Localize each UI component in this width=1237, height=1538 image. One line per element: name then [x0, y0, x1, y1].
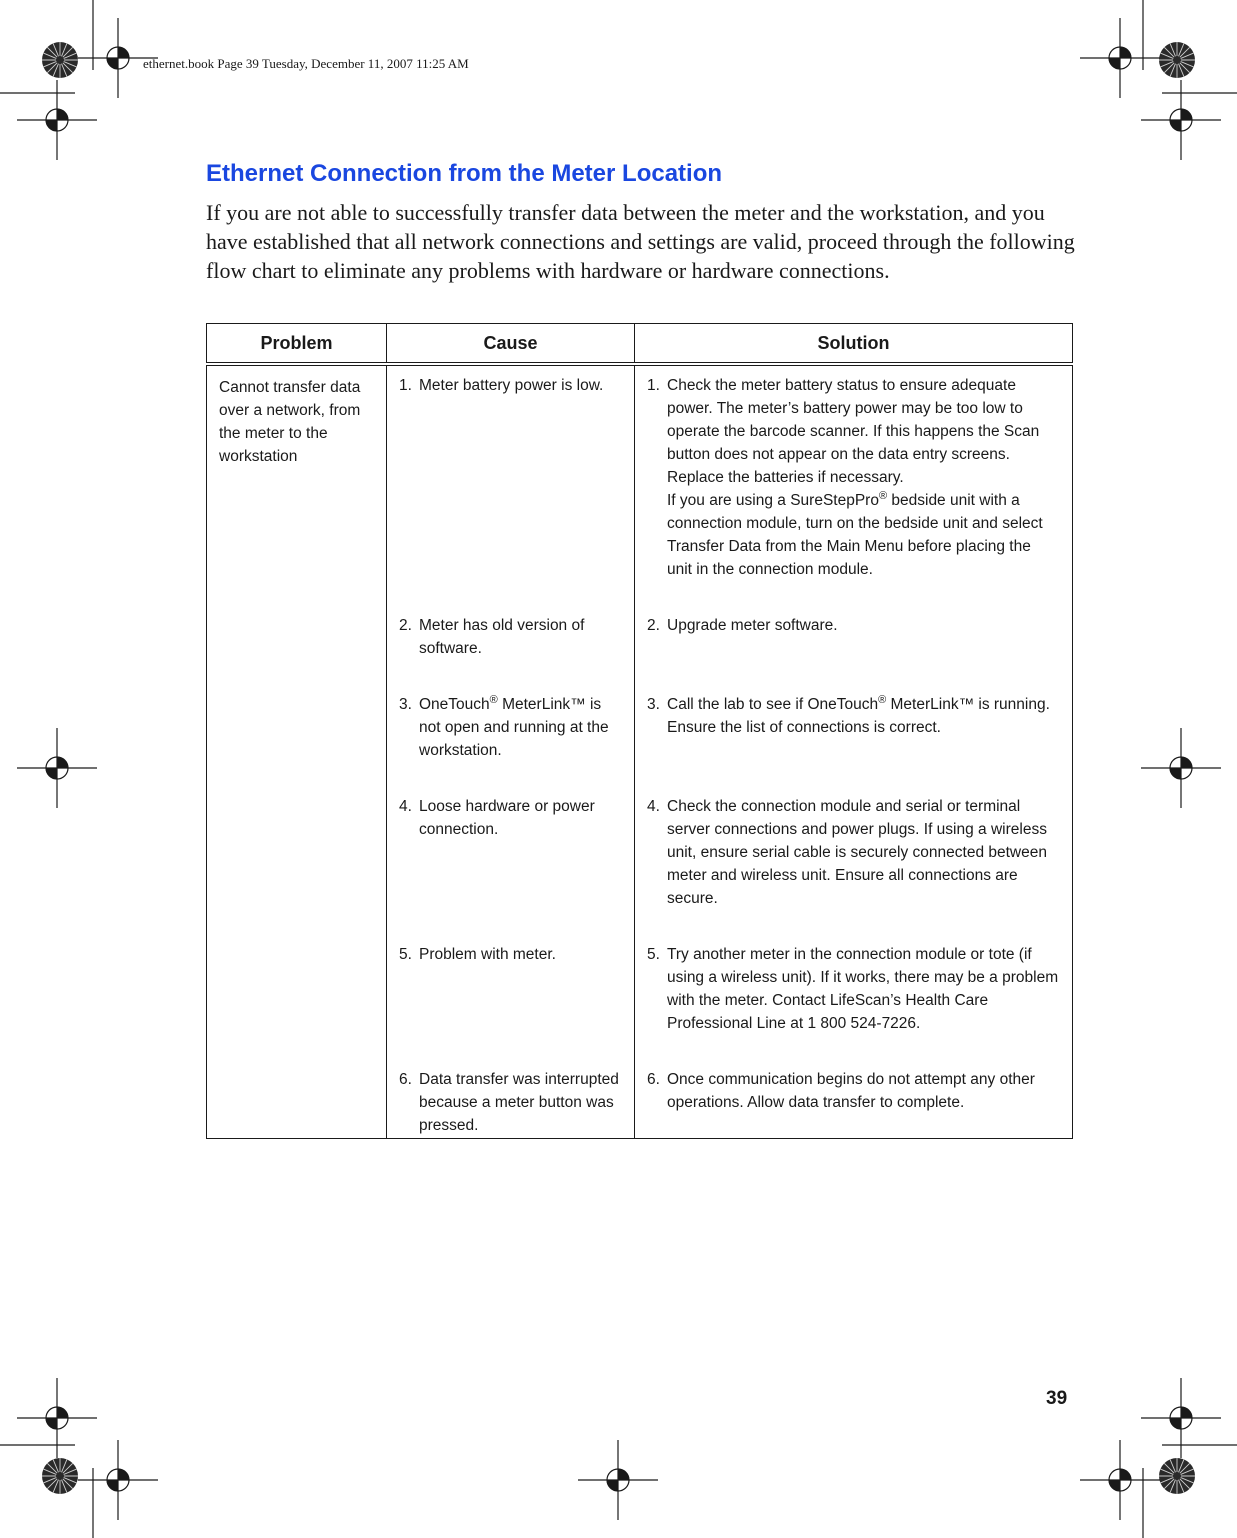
- solution-text-part: Call the lab to see if OneTouch: [667, 696, 879, 713]
- cause-text: Meter battery power is low.: [419, 377, 604, 394]
- cause-item: [399, 374, 622, 614]
- solution-text: Once communication begins do not attempt any other operations. Allow data transfer to complete.: [667, 1071, 1035, 1111]
- cause-text: Problem with meter.: [419, 946, 556, 963]
- page-number: 39: [1046, 1388, 1068, 1409]
- solution-item: [647, 614, 1060, 693]
- cause-text-part: MeterLink™ is not open and running at the workstation.: [419, 696, 609, 759]
- cause-text: Data transfer was interrupted because a meter button was pressed.: [419, 1071, 619, 1134]
- cause-text: Meter has old version of software.: [419, 617, 585, 657]
- solution-text-part: bedside unit with a connection module, turn on the bedside unit and select Transfer Data from the Main Menu before placing the unit in the connection module.: [667, 492, 1043, 578]
- solution-number: 3.: [647, 696, 660, 713]
- solution-text-part: Check the meter battery status to ensure adequate power. The meter’s battery power may be too low to operate the barcode scanner. If this happens the Scan button does not appear on the data entry screens. Replace the batteries if necessary.: [667, 377, 1040, 486]
- cause-text-part: OneTouch: [419, 696, 490, 713]
- solution-number: 4.: [647, 798, 660, 815]
- cause-item: [399, 693, 622, 795]
- troubleshooting-table: [206, 323, 1073, 1139]
- cause-item: [399, 1068, 622, 1137]
- section-heading: Ethernet Connection from the Meter Location: [206, 160, 723, 187]
- cause-number: 1.: [399, 377, 412, 394]
- solution-number: 1.: [647, 377, 660, 394]
- cause-item: [399, 614, 622, 693]
- cause-number: 5.: [399, 946, 412, 963]
- header-problem: Problem: [207, 324, 387, 365]
- cause-item: [399, 795, 622, 943]
- print-slug: ethernet.book Page 39 Tuesday, December 11, 2007 11:25 AM: [143, 56, 469, 71]
- solution-text: Try another meter in the connection module or tote (if using a wireless unit). If it works, there may be a problem with the meter. Contact LifeScan’s Health Care Professional Line at 1 800 524-7226.: [667, 946, 1059, 1032]
- cause-number: 4.: [399, 798, 412, 815]
- solution-number: 6.: [647, 1071, 660, 1088]
- cause-number: 6.: [399, 1071, 412, 1088]
- header-solution: Solution: [635, 324, 1073, 365]
- solution-number: 2.: [647, 617, 660, 634]
- solution-text: Check the connection module and serial or terminal server connections and power plugs. If using a wireless unit, ensure serial cable is securely connected between meter and wireless unit. Ensure all connections are secure.: [667, 798, 1047, 907]
- solution-text-part: MeterLink™ is running. Ensure the list of connections is correct.: [667, 696, 1050, 736]
- registered-mark: ®: [878, 489, 888, 502]
- registered-mark: ®: [489, 693, 498, 706]
- intro-paragraph: If you are not able to successfully transfer data between the meter and the workstation, and you have established that all network connections and settings are valid, proceed through the following flow chart to eliminate any problems with hardware or hardware connections.: [206, 200, 1075, 283]
- solution-item: [647, 693, 1060, 795]
- solution-item: [647, 795, 1060, 943]
- registered-mark: ®: [878, 693, 887, 706]
- table-row: [207, 364, 1073, 1139]
- solution-text: [667, 693, 1060, 795]
- solution-text-part: If you are using a SureStepPro: [667, 492, 879, 509]
- solution-text: Upgrade meter software.: [667, 617, 838, 634]
- cause-number: 3.: [399, 696, 412, 713]
- table-header-row: [207, 324, 1073, 365]
- solution-item: [647, 374, 1060, 614]
- solution-text: [667, 374, 1060, 614]
- problem-cell: [207, 364, 387, 1139]
- solution-item: [647, 1068, 1060, 1114]
- header-cause: Cause: [387, 324, 635, 365]
- cause-text: [419, 693, 622, 795]
- solution-number: 5.: [647, 946, 660, 963]
- solution-item: [647, 943, 1060, 1068]
- solution-cell: [635, 364, 1073, 1139]
- cause-text: Loose hardware or power connection.: [419, 798, 595, 838]
- cause-cell: [387, 364, 635, 1139]
- problem-text: Cannot transfer data over a network, from the meter to the workstation: [219, 379, 361, 465]
- cause-number: 2.: [399, 617, 412, 634]
- cause-item: [399, 943, 622, 1068]
